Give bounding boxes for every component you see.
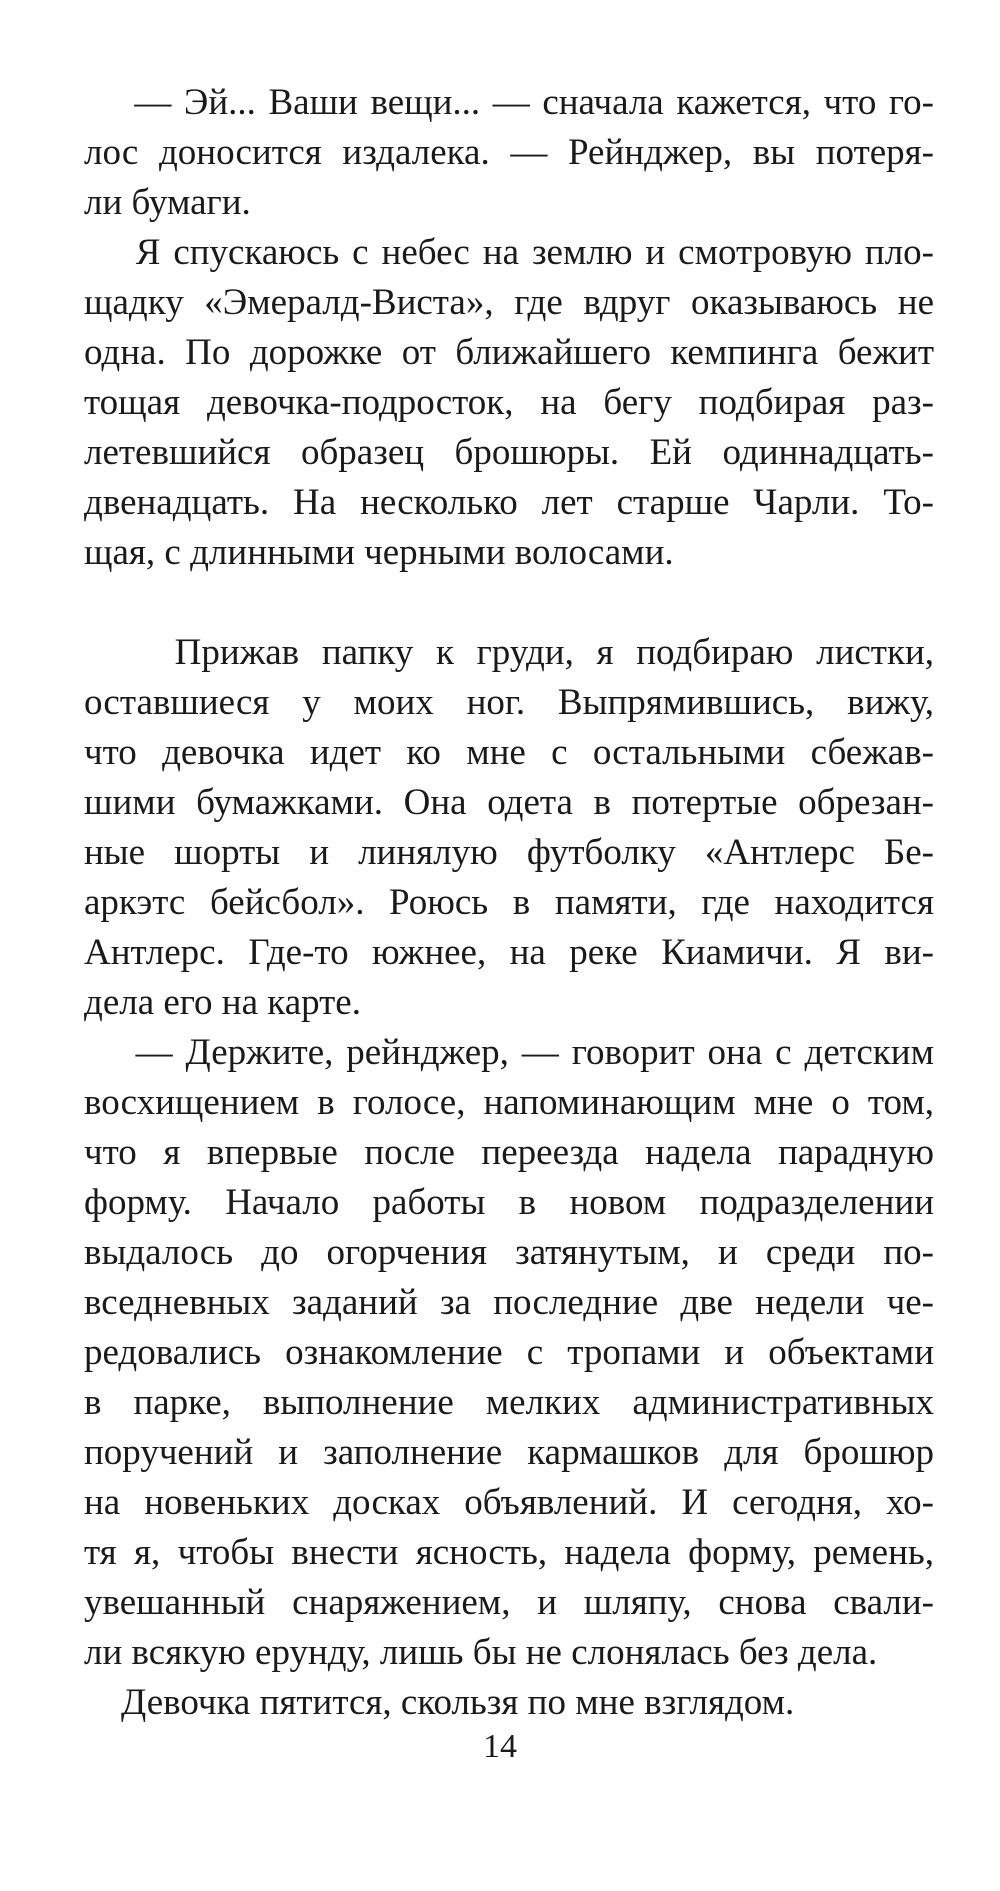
section-break	[84, 578, 934, 628]
text-line: — Эй... Ваши вещи... — сначала кажется, что го-	[84, 82, 934, 123]
text-line: увешанный снаряжением, и шляпу, снова свали-	[84, 1582, 934, 1623]
text-line: ли бумаги.	[84, 182, 251, 223]
text-line: вседневных заданий за последние две недели че-	[84, 1282, 934, 1323]
text-line: Прижав папку к груди, я подбираю листки,	[84, 632, 934, 673]
text-line: лос доносится издалека. — Рейнджер, вы потеря-	[84, 132, 934, 173]
text-line: тощая девочка-подросток, на бегу подбирая раз-	[84, 382, 934, 423]
text-line: шими бумажками. Она одета в потертые обрезан-	[84, 782, 934, 823]
text-line: Антлерс. Где-то южнее, на реке Киамичи. Я ви-	[84, 932, 934, 973]
text-line: форму. Начало работы в новом подразделении	[84, 1182, 934, 1223]
text-line: оставшиеся у моих ног. Выпрямившись, вижу,	[84, 682, 934, 723]
text-line: — Держите, рейнджер, — говорит она с детским	[84, 1032, 934, 1073]
text-line: двенадцать. На несколько лет старше Чарли. То-	[84, 482, 934, 523]
text-line: в парке, выполнение мелких административных	[84, 1382, 934, 1423]
text-line: на новеньких досках объявлений. И сегодня, хо-	[84, 1482, 934, 1523]
text-line: летевшийся образец брошюры. Ей одиннадцать-	[84, 432, 934, 473]
text-line: что я впервые после переезда надела парадную	[84, 1132, 934, 1173]
text-line: тя я, чтобы внести ясность, надела форму, ремень,	[84, 1532, 934, 1573]
page-number: 14	[483, 1728, 517, 1765]
text-line: Девочка пятится, скользя по мне взглядом.	[84, 1682, 795, 1723]
body-text	[84, 78, 934, 1728]
text-line: восхищением в голосе, напоминающим мне о том,	[84, 1082, 934, 1123]
text-line: Я спускаюсь с небес на землю и смотровую пло-	[84, 232, 934, 273]
text-line: что девочка идет ко мне с остальными сбежав-	[84, 732, 934, 773]
text-line: одна. По дорожке от ближайшего кемпинга бежит	[84, 332, 934, 373]
text-line: редовались ознакомление с тропами и объектами	[84, 1332, 934, 1373]
text-line: поручений и заполнение кармашков для брошюр	[84, 1432, 934, 1473]
text-line: щадку «Эмералд-Виста», где вдруг оказываюсь не	[84, 282, 934, 323]
text-line: щая, с длинными черными волосами.	[84, 532, 674, 573]
text-line: ные шорты и линялую футболку «Антлерс Бе-	[84, 832, 934, 873]
text-line: выдалось до огорчения затянутым, и среди по-	[84, 1232, 934, 1273]
text-line: ли всякую ерунду, лишь бы не слонялась без дела.	[84, 1632, 878, 1673]
text-line: аркэтс бейсбол». Роюсь в памяти, где находится	[84, 882, 934, 923]
text-line: дела его на карте.	[84, 982, 361, 1023]
